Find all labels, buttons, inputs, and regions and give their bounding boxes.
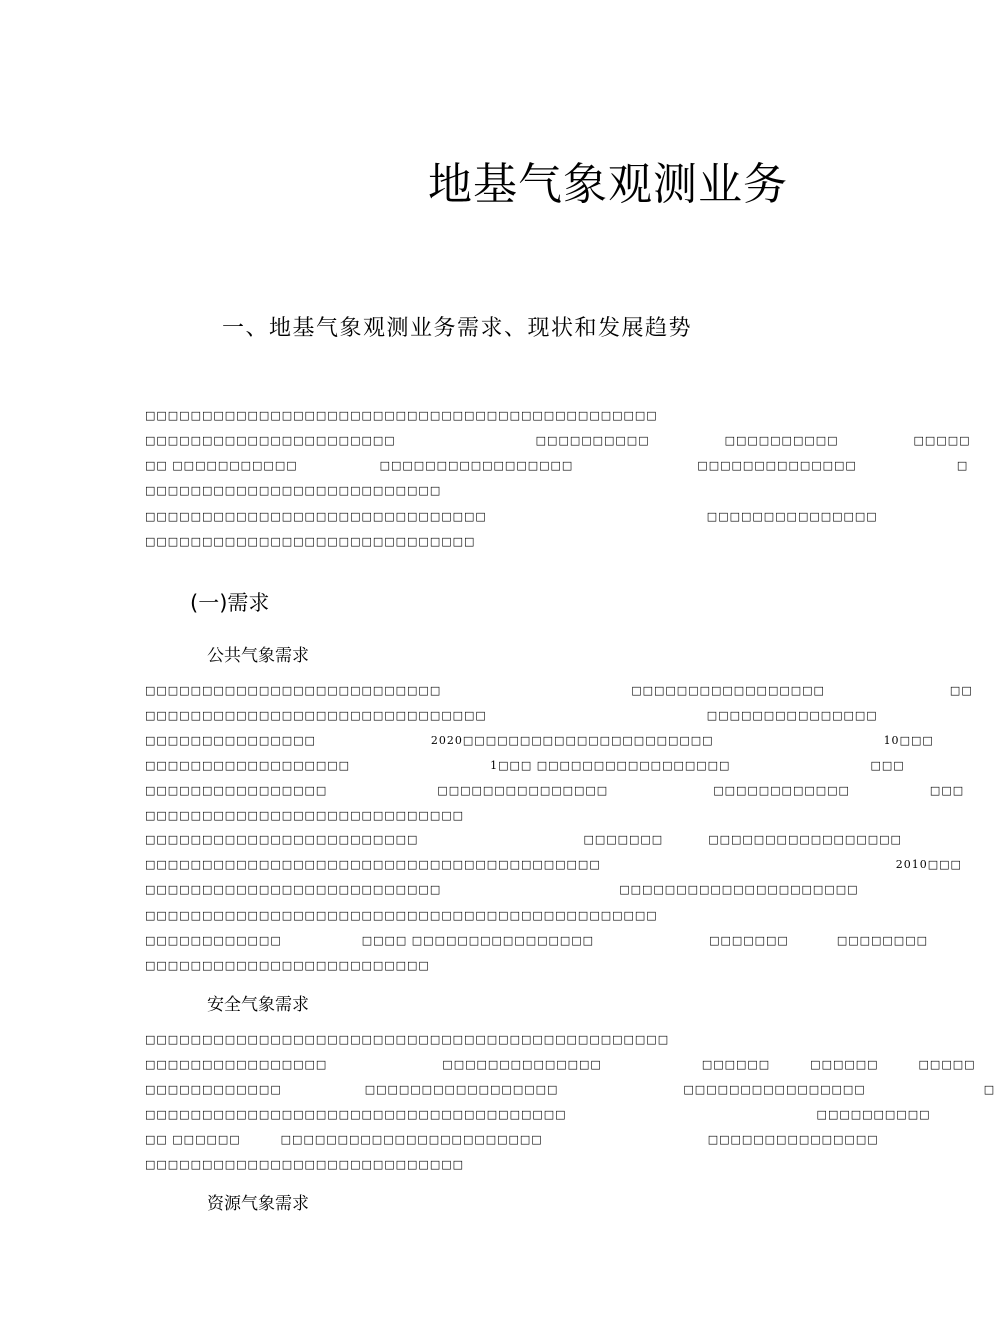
- body-text-line: □□□□□□□□□□□□□□□□□□□□□□□□□□□□□□□□□□□□□□□□□□□□□□: [145, 1033, 670, 1046]
- body-text-line: □□□□□□□□□□□□ □□□□ □□□□□□□□□□□□□□□□ □□□□□□□ □□□□□□□□: [145, 934, 928, 947]
- body-text-line: □□□□□□□□□□□□□□□□□□□□□□□□□□□□: [145, 809, 465, 822]
- section-heading: 一、地基气象观测业务需求、现状和发展趋势: [222, 316, 693, 341]
- body-text-line: □□□□□□□□□□□□□□□□□□□□□□□□□□□□: [145, 1158, 465, 1171]
- body-text-line: □□□□□□□□□□□□□□□□□□□□□□□□□□: [145, 484, 442, 497]
- resource-need-heading: 资源气象需求: [207, 1194, 309, 1214]
- body-text-line: □□□□□□□□□□□□□□□□□□□□□□□□ □□□□□□□ □□□□□□□□□□□□□□□□□: [145, 833, 902, 846]
- body-text-line: □□ □□□□□□□□□□□ □□□□□□□□□□□□□□□□□ □□□□□□□□□□□□□□ □: [145, 459, 969, 472]
- safety-need-heading: 安全气象需求: [207, 995, 309, 1015]
- body-text-line: □□□□□□□□□□□□□□□□□□□□□□□□□□ □□□□□□□□□□□□□□□□□ □□: [145, 684, 973, 697]
- inline-number: 2020: [430, 734, 463, 747]
- inline-number: 10: [883, 734, 900, 747]
- inline-number: 2010: [895, 858, 928, 871]
- document-title: 地基气象观测业务: [428, 159, 788, 210]
- body-text-line: □□□□□□□□□□□□□□□□□□□□□□□□□□□□□□□□□□□□□ □□□□□□□□□□: [145, 1108, 931, 1121]
- subsection-heading: (一)需求: [190, 591, 270, 615]
- body-text-line: □□□□□□□□□□□□□□□□□□□□□□ □□□□□□□□□□ □□□□□□□□□□ □□□□□: [145, 434, 971, 447]
- body-text-line: □□□□□□□□□□□□□□□□□□□□□□□□□: [145, 959, 430, 972]
- inline-number: 1: [490, 759, 499, 772]
- body-text-line: □□□□□□□□□□□□□□□□□□□□□□□□□□□□□□□□□□□□□□□□□□□□□: [145, 909, 658, 922]
- body-text-line: □□□□□□□□□□□□□□□□□□□□□□□□□□□□□□ □□□□□□□□□□□□□□□: [145, 510, 878, 523]
- body-text-line: □□□□□□□□□□□□□□□□□□ 1□□□ □□□□□□□□□□□□□□□□□ □□□: [145, 759, 905, 772]
- public-need-heading: 公共气象需求: [207, 646, 309, 666]
- body-text-line: □□□□□□□□□□□□□□□□ □□□□□□□□□□□□□□□ □□□□□□□□□□□□ □□□: [145, 784, 965, 797]
- body-text-line: □□□□□□□□□□□□□□□□□□□□□□□□□□□□□□□□□□□□□□□□□□□□□: [145, 409, 658, 422]
- body-text-line: □□□□□□□□□□□□□□□ 2020□□□□□□□□□□□□□□□□□□□□□□ 10□□□: [145, 734, 934, 747]
- body-text-line: □□□□□□□□□□□□ □□□□□□□□□□□□□□□□□ □□□□□□□□□□□□□□□□ □: [145, 1083, 995, 1096]
- body-text-line: □□□□□□□□□□□□□□□□□□□□□□□□□□□□□: [145, 535, 476, 548]
- body-text-line: □□□□□□□□□□□□□□□□ □□□□□□□□□□□□□□ □□□□□□ □□□□□□ □□□□□: [145, 1058, 976, 1071]
- body-text-line: □□□□□□□□□□□□□□□□□□□□□□□□□□□□□□ □□□□□□□□□□□□□□□: [145, 709, 878, 722]
- body-text-line: □□□□□□□□□□□□□□□□□□□□□□□□□□□□□□□□□□□□□□□□ 2010□□□: [145, 858, 962, 871]
- body-text-line: □□ □□□□□□ □□□□□□□□□□□□□□□□□□□□□□□ □□□□□□□□□□□□□□□: [145, 1133, 879, 1146]
- body-text-line: □□□□□□□□□□□□□□□□□□□□□□□□□□ □□□□□□□□□□□□□□□□□□□□□: [145, 883, 859, 896]
